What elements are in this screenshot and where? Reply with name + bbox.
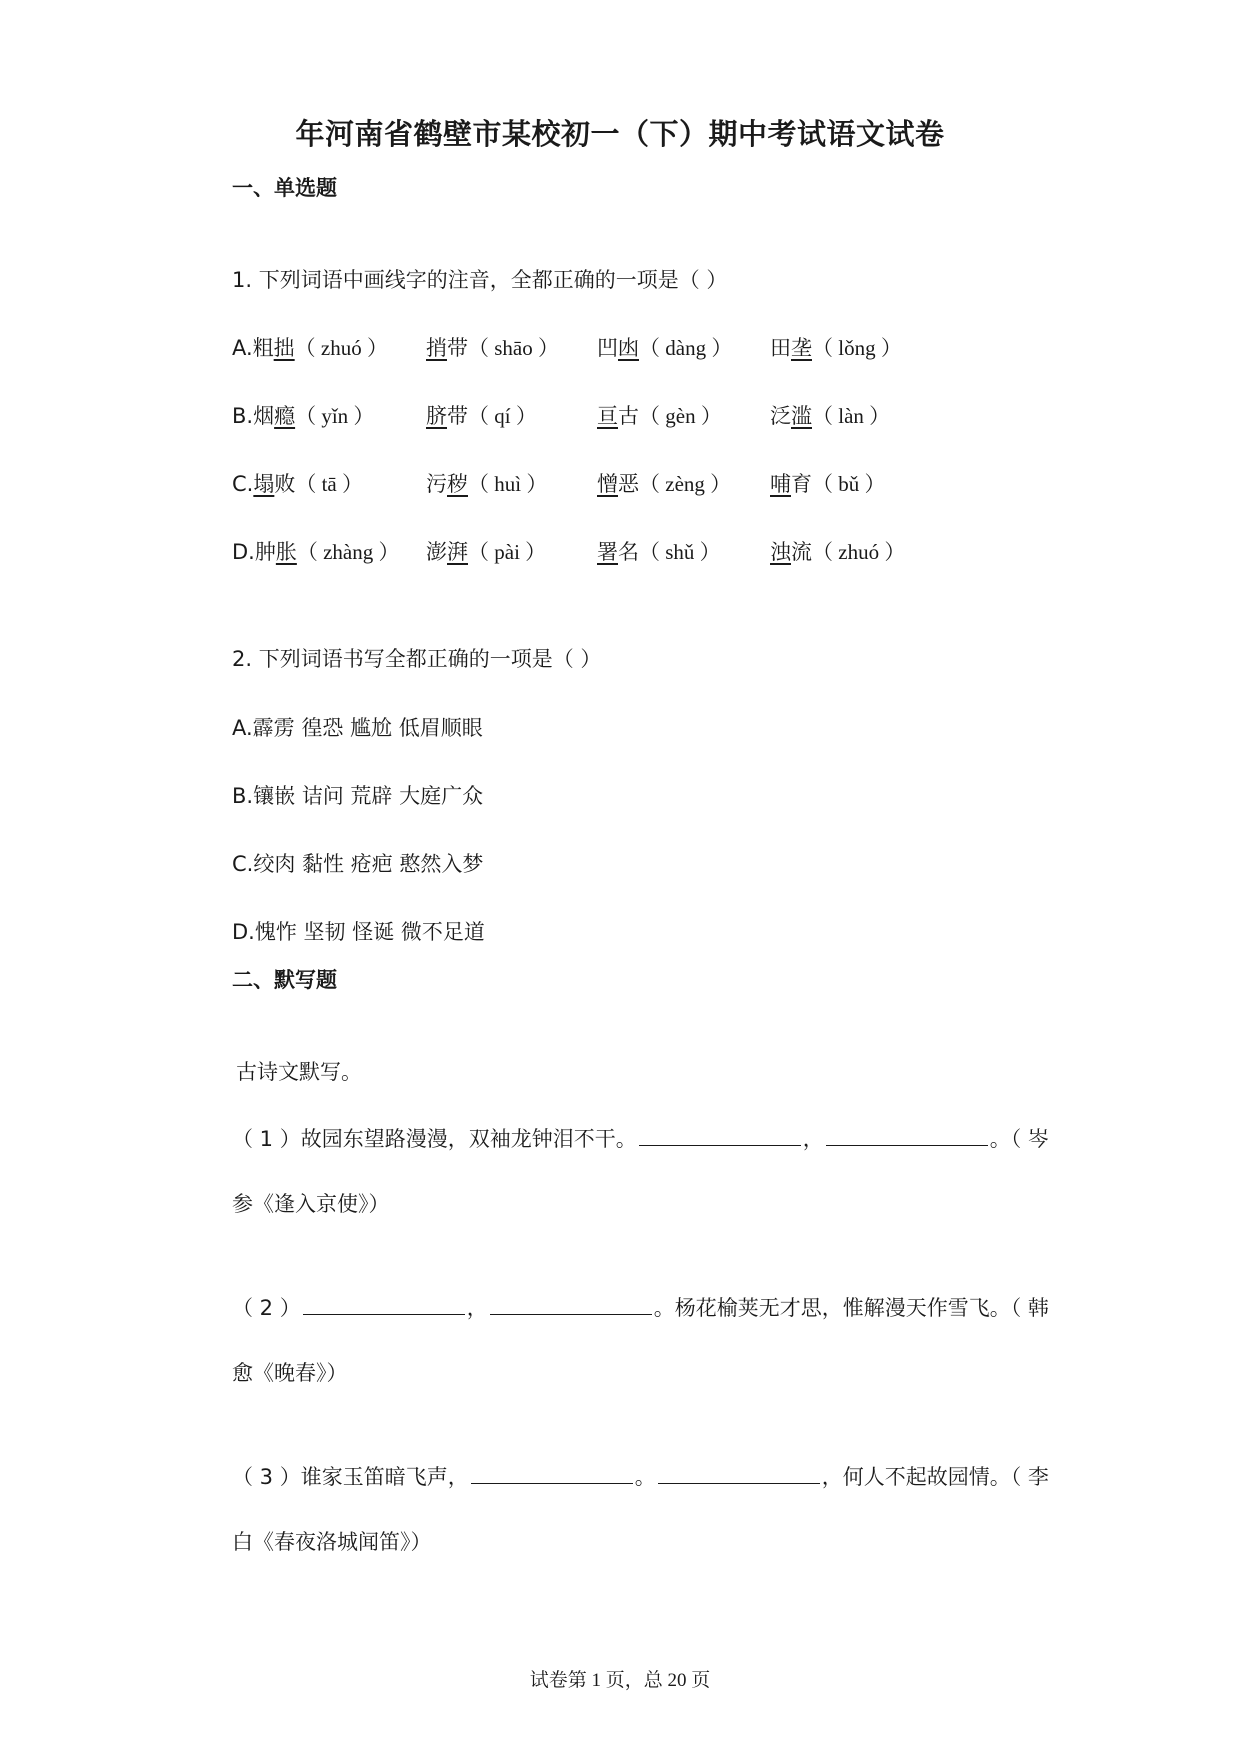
answer-blank[interactable] xyxy=(303,1294,465,1315)
underlined-character: 垄 xyxy=(791,336,812,360)
pinyin: （ qí ） xyxy=(468,404,537,428)
word-text: 澎 xyxy=(426,540,447,564)
answer-blank[interactable] xyxy=(826,1125,988,1146)
word-text: 凹 xyxy=(597,336,618,360)
pinyin: （ lǒng ） xyxy=(812,336,902,360)
pinyin: （ yǐn ） xyxy=(295,404,375,428)
word-text: 古 xyxy=(618,404,639,428)
word-text: B.烟 xyxy=(232,404,275,428)
separator: ， xyxy=(466,1296,488,1320)
dictation-item-2 xyxy=(232,1292,1049,1322)
word-text: 泛 xyxy=(770,404,791,428)
question-1-option-c-word-1 xyxy=(232,468,363,498)
pinyin: （ bǔ ） xyxy=(812,472,886,496)
separator: ， xyxy=(802,1127,824,1151)
dictation-item-2-tail: 。杨花榆荚无才思，惟解漫天作雪飞。（ 韩 xyxy=(653,1296,1049,1320)
dictation-item-1-source: 参《逢入京使》） xyxy=(232,1192,390,1216)
underlined-character: 拙 xyxy=(273,336,295,360)
question-1-stem: 1. 下列词语中画线字的注音，全都正确的一项是（ ） xyxy=(232,268,728,292)
question-1-option-d-word-3 xyxy=(597,536,721,566)
pinyin: （ huì ） xyxy=(468,472,548,496)
dictation-item-1 xyxy=(232,1123,1049,1153)
word-text: 恶 xyxy=(618,472,639,496)
dictation-item-1-text: （ 1 ）故园东望路漫漫，双袖龙钟泪不干。 xyxy=(232,1127,637,1151)
question-1-option-b-word-4 xyxy=(770,400,890,430)
pinyin: （ dàng ） xyxy=(639,336,733,360)
underlined-character: 亘 xyxy=(597,404,618,428)
pinyin: （ shǔ ） xyxy=(639,540,721,564)
word-text: 带 xyxy=(447,404,468,428)
underlined-character: 凼 xyxy=(618,336,639,360)
word-text: A.粗 xyxy=(232,336,274,360)
question-1-option-b-word-2 xyxy=(426,400,537,430)
word-text: 育 xyxy=(791,472,812,496)
question-2-stem: 2. 下列词语书写全都正确的一项是（ ） xyxy=(232,647,602,671)
question-1-option-d-word-2 xyxy=(426,536,546,566)
underlined-character: 滥 xyxy=(791,404,812,428)
answer-blank[interactable] xyxy=(490,1294,652,1315)
question-1-option-a-word-3 xyxy=(597,332,732,362)
answer-blank[interactable] xyxy=(658,1463,820,1484)
section-heading-single-choice: 一、单选题 xyxy=(232,176,337,200)
underlined-character: 脐 xyxy=(426,404,447,428)
pinyin: （ shāo ） xyxy=(468,336,559,360)
question-1-option-b-word-1 xyxy=(232,400,374,430)
underlined-character: 浊 xyxy=(770,540,791,564)
underlined-character: 胀 xyxy=(275,540,297,564)
word-text: D.肿 xyxy=(232,540,276,564)
dictation-item-3-text: （ 3 ）谁家玉笛暗飞声， xyxy=(232,1465,469,1489)
dictation-item-3 xyxy=(232,1461,1049,1491)
question-1-option-c-word-3 xyxy=(597,468,731,498)
page-footer: 试卷第 1 页，总 20 页 xyxy=(529,1670,711,1691)
underlined-character: 哺 xyxy=(770,472,791,496)
question-2-option-d: D.愧怍 坚韧 怪诞 微不足道 xyxy=(232,920,485,944)
dictation-item-2-text: （ 2 ） xyxy=(232,1296,301,1320)
word-text: 带 xyxy=(447,336,468,360)
question-1-option-d-word-4 xyxy=(770,536,905,566)
page-title: 年河南省鹤壁市某校初一（下）期中考试语文试卷 xyxy=(295,117,945,151)
question-1-option-a-word-2 xyxy=(426,332,559,362)
question-2-option-b: B.镶嵌 诘问 荒辟 大庭广众 xyxy=(232,784,484,808)
question-2-option-a: A.霹雳 徨恐 尴尬 低眉顺眼 xyxy=(232,716,483,740)
dictation-item-3-tail: ，何人不起故园情。（ 李 xyxy=(821,1465,1049,1489)
underlined-character: 捎 xyxy=(426,336,447,360)
underlined-character: 瘾 xyxy=(274,404,296,428)
pinyin: （ tā ） xyxy=(295,472,363,496)
underlined-character: 署 xyxy=(597,540,618,564)
pinyin: （ zèng ） xyxy=(639,472,732,496)
answer-blank[interactable] xyxy=(471,1463,633,1484)
answer-blank[interactable] xyxy=(639,1125,801,1146)
underlined-character: 憎 xyxy=(597,472,618,496)
word-text: 流 xyxy=(791,540,812,564)
pinyin: （ pài ） xyxy=(468,540,547,564)
question-1-option-c-word-4 xyxy=(770,468,886,498)
pinyin: （ zhàng ） xyxy=(296,540,400,564)
dictation-item-2-source: 愈《晚春》） xyxy=(232,1361,348,1385)
question-1-option-a-word-4 xyxy=(770,332,902,362)
question-1-option-b-word-3 xyxy=(597,400,722,430)
dictation-item-1-tail: 。（ 岑 xyxy=(989,1127,1049,1151)
word-text: 污 xyxy=(426,472,447,496)
question-1-option-a-word-1 xyxy=(232,332,388,362)
section-heading-dictation: 二、默写题 xyxy=(232,968,337,992)
pinyin: （ gèn ） xyxy=(639,404,722,428)
word-text: 田 xyxy=(770,336,791,360)
word-text: 败 xyxy=(274,472,296,496)
word-text: 名 xyxy=(618,540,639,564)
question-1-option-d-word-1 xyxy=(232,536,400,566)
underlined-character: 秽 xyxy=(447,472,468,496)
dictation-item-3-source: 白《春夜洛城闻笛》） xyxy=(232,1530,432,1554)
separator: 。 xyxy=(634,1465,656,1489)
dictation-intro: 古诗文默写。 xyxy=(236,1060,362,1084)
pinyin: （ làn ） xyxy=(812,404,891,428)
pinyin: （ zhuó ） xyxy=(294,336,388,360)
question-2-option-c: C.绞肉 黏性 疮疤 憨然入梦 xyxy=(232,852,484,876)
underlined-character: 湃 xyxy=(447,540,468,564)
question-1-option-c-word-2 xyxy=(426,468,547,498)
underlined-character: 塌 xyxy=(253,472,275,496)
word-text: C. xyxy=(232,472,254,496)
pinyin: （ zhuó ） xyxy=(812,540,906,564)
